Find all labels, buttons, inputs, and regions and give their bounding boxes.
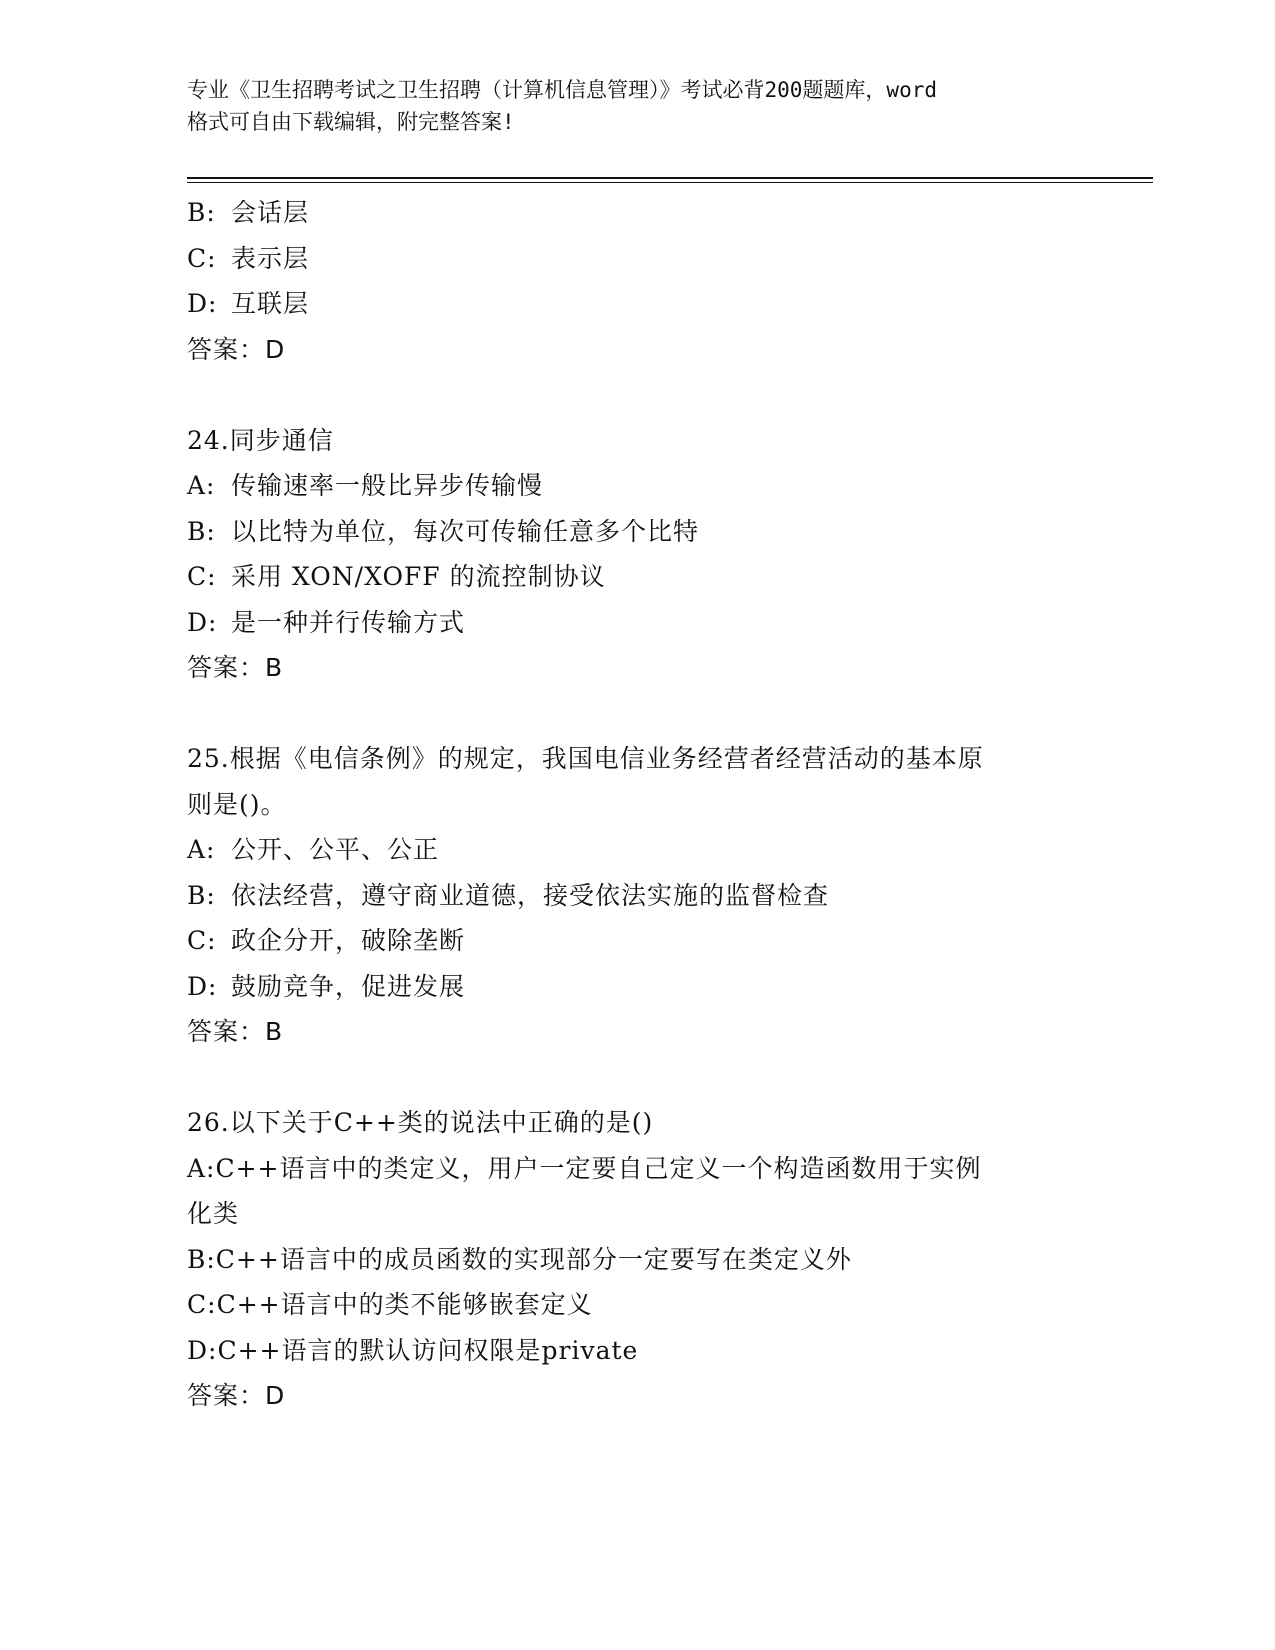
option-a: A: 公开、公平、公正	[187, 835, 440, 864]
option-b: B:C++语言中的成员函数的实现部分一定要写在类定义外	[187, 1244, 852, 1274]
header-line-2: 格式可自由下载编辑，附完整答案!	[187, 110, 515, 134]
question-stem: 25.根据《电信条例》的规定，我国电信业务经营者经营活动的基本原	[187, 744, 984, 773]
option-d: D: 互联层	[187, 289, 310, 318]
option-c: C: 政企分开，破除垄断	[187, 926, 466, 955]
option-b: B: 以比特为单位，每次可传输任意多个比特	[187, 516, 700, 546]
continued-question	[187, 190, 1077, 372]
question-stem-cont: 则是()。	[187, 789, 287, 819]
option-d: D: 是一种并行传输方式	[187, 607, 466, 637]
option-a: A: 传输速率一般比异步传输慢	[187, 471, 544, 500]
option-d: D: 鼓励竞争，促进发展	[187, 971, 466, 1001]
document-header	[187, 74, 1087, 138]
question-24	[187, 418, 1077, 691]
option-b: B: 会话层	[187, 198, 310, 227]
answer: 答案：B	[187, 653, 284, 682]
option-c: C: 表示层	[187, 243, 310, 273]
question-stem: 26.以下关于C++类的说法中正确的是()	[187, 1108, 654, 1137]
answer: 答案：D	[187, 1381, 286, 1410]
question-stem: 24.同步通信	[187, 425, 334, 455]
answer: 答案：D	[187, 334, 286, 364]
question-26	[187, 1100, 1077, 1419]
option-b: B: 依法经营，遵守商业道德，接受依法实施的监督检查	[187, 880, 830, 910]
option-a-cont: 化类	[187, 1199, 240, 1228]
header-divider-thick	[187, 177, 1153, 179]
answer: 答案：B	[187, 1017, 284, 1046]
option-c: C:C++语言中的类不能够嵌套定义	[187, 1290, 593, 1319]
header-line-1: 专业《卫生招聘考试之卫生招聘（计算机信息管理）》考试必背200题题库，word	[187, 78, 937, 102]
option-d: D:C++语言的默认访问权限是private	[187, 1335, 639, 1365]
option-c: C: 采用 XON/XOFF 的流控制协议	[187, 562, 606, 591]
header-divider-thin	[187, 182, 1153, 183]
question-25	[187, 736, 1077, 1055]
question-content	[187, 190, 1077, 1419]
option-a: A:C++语言中的类定义，用户一定要自己定义一个构造函数用于实例	[187, 1153, 982, 1183]
